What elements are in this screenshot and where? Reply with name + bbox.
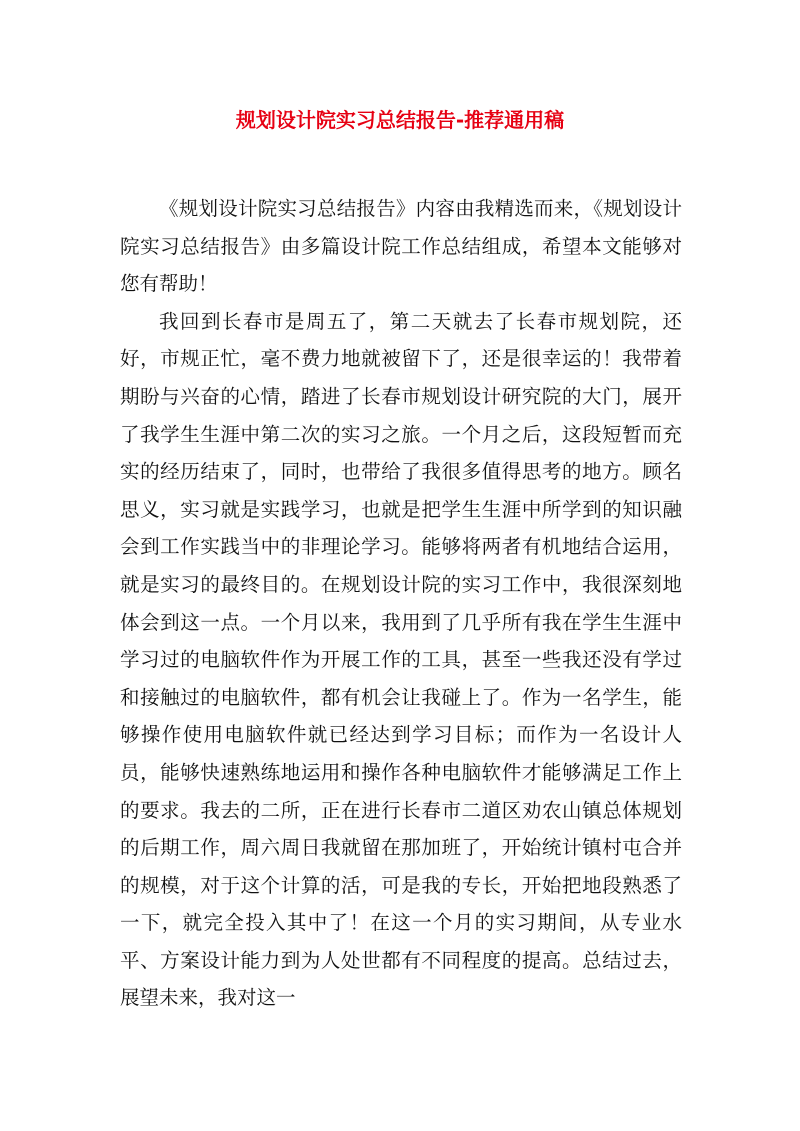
document-body — [120, 190, 682, 1017]
intro-paragraph: 《规划设计院实习总结报告》内容由我精选而来，《规划设计院实习总结报告》由多篇设计院工作总结组成，希望本文能够对您有帮助！ — [120, 197, 682, 296]
body-paragraph: 我回到长春市是周五了，第二天就去了长春市规划院，还好，市规正忙，毫不费力地就被留下了，还是很幸运的！我带着期盼与兴奋的心情，踏进了长春市规划设计研究院的大门，展开了我学生生涯中第二次的实习之旅。一个月之后，这段短暂而充实的经历结束了，同时，也带给了我很多值得思考的地方。顾名思义，实习就是实践学习，也就是把学生生涯中所学到的知识融会到工作实践当中的非理论学习。能够将两者有机地结合运用，就是实习的最终目的。在规划设计院的实习工作中，我很深刻地体会到这一点。一个月以来，我用到了几乎所有我在学生生涯中学习过的电脑软件作为开展工作的工具，甚至一些我还没有学过和接触过的电脑软件，都有机会让我碰上了。作为一名学生，能够操作使用电脑软件就已经达到学习目标；而作为一名设计人员，能够快速熟练地运用和操作各种电脑软件才能够满足工作上的要求。我去的二所，正在进行长春市二道区劝农山镇总体规划的后期工作，周六周日我就留在那加班了，开始统计镇村屯合并的规模，对于这个计算的活，可是我的专长，开始把地段熟悉了一下，就完全投入其中了！在这一个月的实习期间，从专业水平、方案设计能力到为人处世都有不同程度的提高。总结过去，展望未来，我对这一 — [120, 309, 682, 1010]
document-title: 规划设计院实习总结报告-推荐通用稿 — [235, 108, 565, 132]
